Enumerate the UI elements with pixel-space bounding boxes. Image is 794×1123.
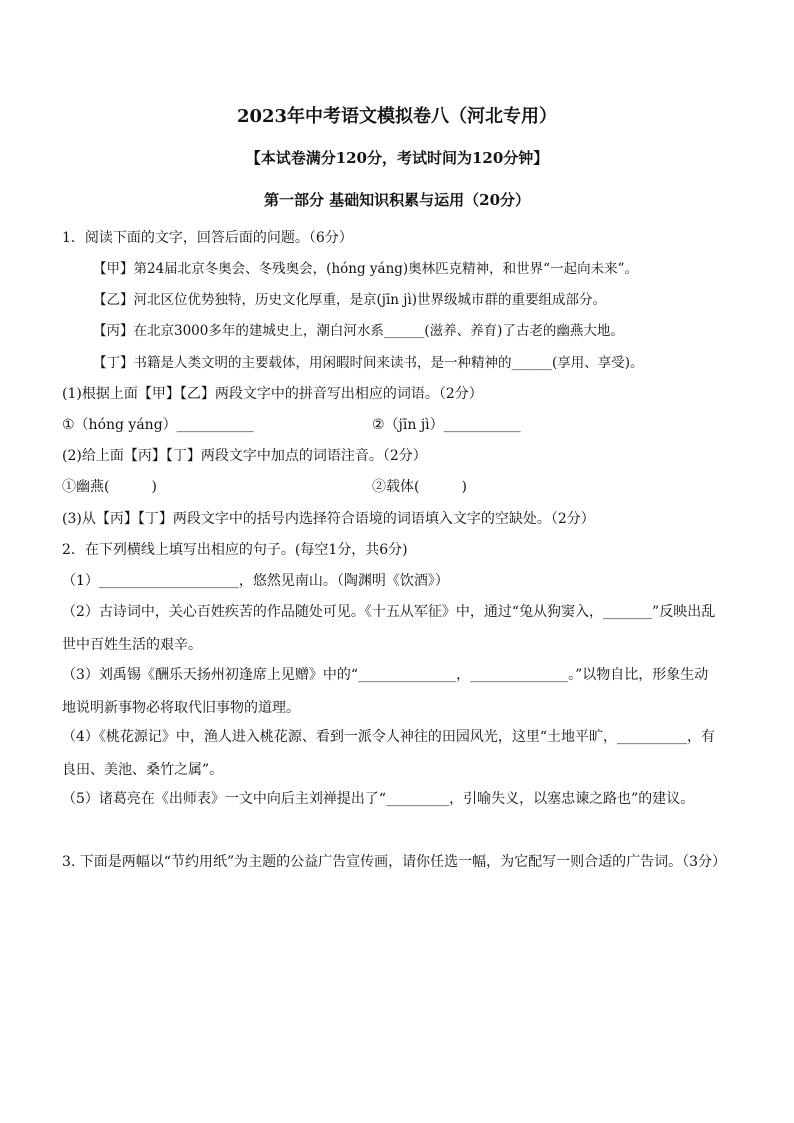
q2-item5: （5）诸葛亮在《出师表》一文中向后主刘禅提出了“_________，引喻失义，以塞忠谏之路也”的建议。 <box>62 791 695 807</box>
q2-item4: （4）《桃花源记》中，渔人进入桃花源、看到一派令人神往的田园风光，这里“土地平旷，__________，有良田、美池、桑竹之属”。 <box>62 729 716 778</box>
q1-passage-bing: 【丙】在北京3000多年的建城史上，潮白河水系______(滋养、养育)了古老的幽燕大地。 <box>93 323 624 339</box>
q1-sub2-answer-b: ②载体( ) <box>372 479 467 495</box>
q1-passage-ding: 【丁】书籍是人类文明的主要载体，用闲暇时间来读书，是一种精神的______(享用、享受)。 <box>93 355 644 371</box>
q1-sub2: (2)给上面【丙】【丁】两段文字中加点的词语注音。（2分） <box>62 448 427 464</box>
q2-item2: （2）古诗词中，关心百姓疾苦的作品随处可见。《十五从军征》中，通过“兔从狗窦入，_______”反映出乱世中百姓生活的艰辛。 <box>62 604 716 653</box>
q1-passage-yi: 【乙】河北区位优势独特，历史文化厚重，是京(jīn jì)世界级城市群的重要组成部分。 <box>93 292 607 308</box>
q2-item1: （1）____________________，悠然见南山。（陶渊明《饮酒》） <box>62 573 449 589</box>
q1-passage-jia: 【甲】第24届北京冬奥会、冬残奥会，(hóng yáng)奥林匹克精神，和世界“一起向未来”。 <box>93 261 638 277</box>
exam-subtitle: 【本试卷满分120分，考试时间为120分钟】 <box>245 149 549 167</box>
q2-stem: 2．在下列横线上填写出相应的句子。(每空1分，共6分) <box>62 542 408 558</box>
exam-title: 2023年中考语文模拟卷八（河北专用） <box>236 106 558 127</box>
q2-item3: （3）刘禹锡《酬乐天扬州初逢席上见赠》中的“______________，______________。”以物自比，形象生动地说明新事物必将取代旧事物的道理。 <box>62 667 709 716</box>
q1-sub1: (1)根据上面【甲】【乙】两段文字中的拼音写出相应的词语。（2分） <box>62 386 483 402</box>
q3-stem: 3. 下面是两幅以“节约用纸”为主题的公益广告宣传画，请你任选一幅，为它配写一则合适的广告词。（3分） <box>62 854 727 870</box>
section-heading: 第一部分 基础知识积累与运用（20分） <box>263 191 531 209</box>
q1-sub1-answer-a: ①（hóng yáng）___________ <box>62 417 254 433</box>
q1-sub1-answer-b: ②（jīn jì）___________ <box>372 417 521 433</box>
q1-sub2-answer-a: ①幽燕( ) <box>62 479 157 495</box>
q1-stem: 1．阅读下面的文字，回答后面的问题。（6分） <box>62 230 353 246</box>
q1-sub3: (3)从【丙】【丁】两段文字中的括号内选择符合语境的词语填入文字的空缺处。（2分） <box>62 511 595 527</box>
